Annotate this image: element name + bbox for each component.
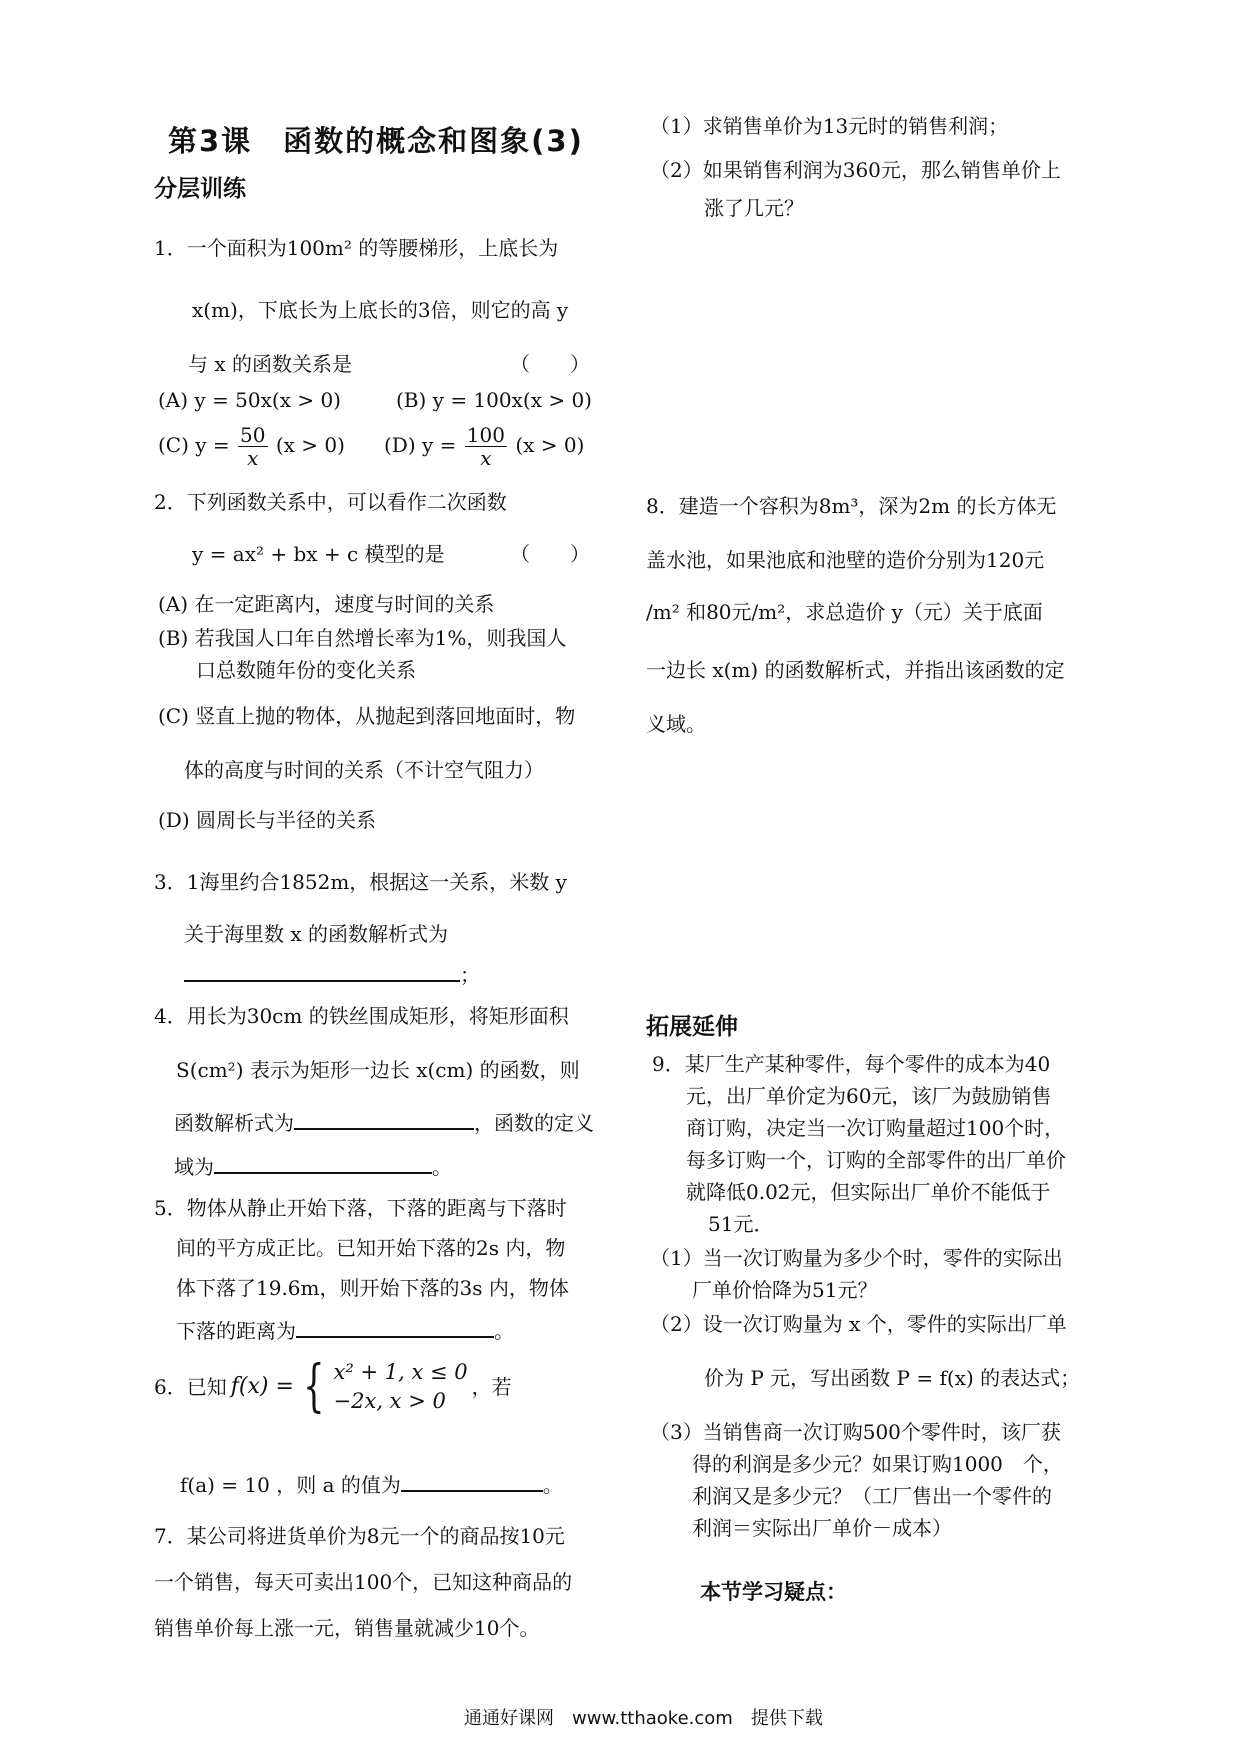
- q9-line5: 就降低0.02元，但实际出厂单价不能低于: [686, 1180, 1051, 1204]
- q1-option-d-denominator: x: [480, 446, 492, 470]
- q6-case1: x² + 1, x ≤ 0: [333, 1360, 468, 1384]
- learning-doubts-heading: 本节学习疑点：: [700, 1580, 847, 1604]
- q2-option-c-line1: (C) 竖直上抛的物体，从抛起到落回地面时，物: [158, 704, 576, 728]
- q9-sub2-line1: （2）设一次订购量为 x 个，零件的实际出厂单: [650, 1312, 1067, 1336]
- q4-line4: [174, 1152, 452, 1179]
- q9-line4: 每多订购一个，订购的全部零件的出厂单价: [686, 1148, 1066, 1172]
- q8-line4: 一边长 x(m) 的函数解析式，并指出该函数的定: [646, 658, 1065, 682]
- q4-line1: 4．用长为30cm 的铁丝围成矩形，将矩形面积: [154, 1004, 569, 1028]
- q6-post: ，若: [471, 1375, 512, 1400]
- q3-line1: 3．1海里约合1852m，根据这一关系，米数 y: [154, 870, 567, 894]
- q9-line2: 元，出厂单价定为60元，该厂为鼓励销售: [686, 1084, 1052, 1108]
- q6-answer-blank[interactable]: [401, 1470, 543, 1492]
- q8-line5: 义域。: [646, 712, 706, 736]
- q4-formula-blank[interactable]: [294, 1108, 474, 1130]
- q9-sub3-line1: （3）当销售商一次订购500个零件时，该厂获: [650, 1420, 1061, 1444]
- q5-line4: [176, 1316, 514, 1343]
- q1-option-c-pre: (C) y =: [158, 433, 230, 457]
- q1-option-c-fraction: [238, 424, 267, 469]
- q7-sub2-line2: 涨了几元？: [704, 196, 804, 220]
- q6-piecewise: [154, 1354, 512, 1420]
- q8-line3: /m² 和80元/m²，求总造价 y（元）关于底面: [646, 600, 1043, 624]
- q9-line6: 51元．: [708, 1212, 774, 1236]
- q7-sub2-line1: （2）如果销售利润为360元，那么销售单价上: [650, 158, 1061, 182]
- q3-line2: 关于海里数 x 的函数解析式为: [184, 922, 448, 946]
- q5-line2: 间的平方成正比。已知开始下落的2s 内，物: [176, 1236, 566, 1260]
- q6-line2-a: f(a) = 10 ，则 a 的值为: [180, 1473, 401, 1497]
- q1-option-d: [384, 424, 584, 469]
- q2-option-b-line2: 口总数随年份的变化关系: [196, 658, 416, 682]
- q1-option-c-numerator: 50: [240, 423, 266, 447]
- section-extension: 拓展延伸: [646, 1014, 738, 1040]
- q1-line2: x(m)，下底长为上底长的3倍，则它的高 y: [192, 298, 569, 322]
- q4-line3: [174, 1108, 594, 1135]
- q6-case2: −2x, x > 0: [333, 1389, 446, 1414]
- q5-answer-blank[interactable]: [296, 1316, 494, 1338]
- page-footer: 通通好课网 www.tthaoke.com 提供下载: [464, 1708, 823, 1729]
- q9-sub1-line1: （1）当一次订购量为多少个时，零件的实际出: [650, 1246, 1063, 1270]
- q7-sub1: （1）求销售单价为13元时的销售利润；: [650, 114, 1009, 138]
- q2-line2: y = ax² + bx + c 模型的是: [192, 542, 445, 566]
- q3-answer-line: [184, 960, 480, 987]
- q1-option-d-post: (x > 0): [515, 433, 585, 457]
- q1-line1: 1．一个面积为100m² 的等腰梯形，上底长为: [154, 236, 559, 260]
- q2-option-b-line1: (B) 若我国人口年自然增长率为1%，则我国人: [158, 626, 567, 650]
- q6-cases: [334, 1358, 468, 1417]
- q9-sub1-line2: 厂单价恰降为51元？: [692, 1278, 878, 1302]
- q1-option-d-pre: (D) y =: [384, 433, 457, 457]
- q1-option-d-numerator: 100: [466, 423, 505, 447]
- q4-line4-a: 域为: [174, 1155, 214, 1179]
- q5-line4-a: 下落的距离为: [176, 1319, 296, 1343]
- q7-line3: 销售单价每上涨一元，销售量就减少10个。: [154, 1616, 540, 1640]
- q1-answer-paren: （ ）: [510, 352, 590, 376]
- q9-line3: 商订购，决定当一次订购量超过100个时，: [686, 1116, 1065, 1140]
- q8-line1: 8．建造一个容积为8m³，深为2m 的长方体无: [646, 494, 1057, 518]
- q1-option-c-denominator: x: [247, 446, 259, 470]
- q6-brace: {: [303, 1354, 325, 1420]
- q1-option-b: (B) y = 100x(x > 0): [396, 388, 592, 412]
- q5-line1: 5．物体从静止开始下落，下落的距离与下落时: [154, 1196, 567, 1220]
- q1-option-d-fraction: [465, 424, 507, 469]
- q4-line3-a: 函数解析式为: [174, 1111, 294, 1135]
- q7-line1: 7．某公司将进货单价为8元一个的商品按10元: [154, 1524, 565, 1548]
- q1-option-a: (A) y = 50x(x > 0): [158, 388, 341, 412]
- q6-line2-b: 。: [542, 1473, 563, 1497]
- q5-line3: 体下落了19.6m，则开始下落的3s 内，物体: [176, 1276, 569, 1300]
- q3-end-mark: ；: [460, 963, 480, 987]
- q6-line2: [180, 1470, 563, 1497]
- q6-pre: 6．已知: [154, 1375, 227, 1400]
- q3-answer-blank[interactable]: [184, 960, 460, 982]
- q2-option-c-line2: 体的高度与时间的关系（不计空气阻力）: [184, 758, 544, 782]
- q9-sub3-line3: 利润又是多少元？（工厂售出一个零件的: [692, 1484, 1052, 1508]
- q5-line4-b: 。: [494, 1319, 514, 1343]
- section-layered-training: 分层训练: [154, 176, 246, 202]
- q2-option-d: (D) 圆周长与半径的关系: [158, 808, 376, 832]
- q2-line1: 2．下列函数关系中，可以看作二次函数: [154, 490, 507, 514]
- page-title: 第3课 函数的概念和图象(3): [168, 124, 584, 158]
- q7-line2: 一个销售，每天可卖出100个，已知这种商品的: [154, 1570, 573, 1594]
- q2-option-a: (A) 在一定距离内，速度与时间的关系: [158, 592, 495, 616]
- q9-sub3-line2: 得的利润是多少元？如果订购1000 个，: [692, 1452, 1063, 1476]
- q1-option-c: [158, 424, 345, 469]
- q9-sub2-line2: 价为 P 元，写出函数 P = f(x) 的表达式；: [704, 1366, 1081, 1390]
- q4-line2: S(cm²) 表示为矩形一边长 x(cm) 的函数，则: [176, 1058, 580, 1082]
- q4-line4-b: 。: [432, 1155, 452, 1179]
- q9-line1: 9．某厂生产某种零件，每个零件的成本为40: [652, 1052, 1051, 1076]
- q1-line3: 与 x 的函数关系是: [188, 352, 352, 376]
- q9-sub3-line4: 利润＝实际出厂单价－成本）: [692, 1516, 952, 1540]
- q4-line3-b: ，函数的定义: [474, 1111, 594, 1135]
- q4-domain-blank[interactable]: [214, 1152, 432, 1174]
- q6-fx: f(x) =: [230, 1374, 294, 1400]
- q6-line1: [154, 1354, 512, 1420]
- q8-line2: 盖水池，如果池底和池壁的造价分别为120元: [646, 548, 1045, 572]
- q2-answer-paren: （ ）: [510, 542, 590, 566]
- q1-option-c-post: (x > 0): [275, 433, 345, 457]
